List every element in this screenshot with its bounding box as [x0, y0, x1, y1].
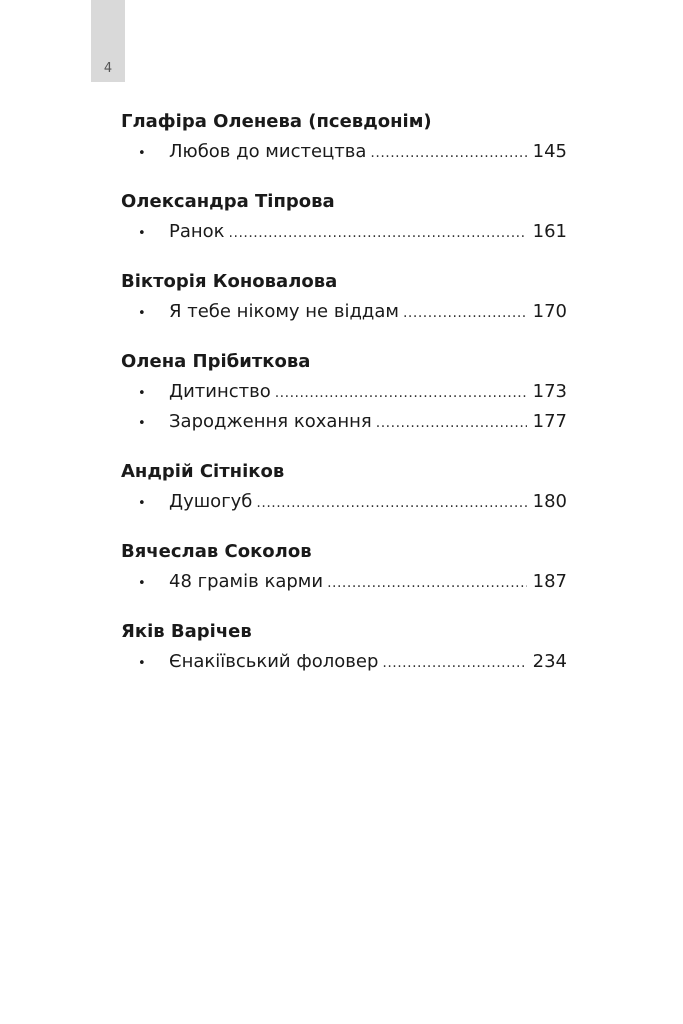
entry-page-number: 161 [532, 221, 567, 242]
entry-page-number: 145 [532, 141, 567, 162]
toc-author-block [121, 347, 567, 437]
dot-leader [376, 408, 527, 438]
toc-entry[interactable] [121, 647, 567, 677]
toc-entry[interactable] [121, 567, 567, 597]
toc-entry[interactable] [121, 217, 567, 247]
author-name: Олена Прібиткова [121, 351, 311, 372]
bullet-icon: • [138, 226, 146, 241]
entry-title: Ранок [169, 221, 225, 242]
entry-page-number: 177 [532, 411, 567, 432]
entry-page-number: 170 [532, 301, 567, 322]
bullet-icon: • [138, 576, 146, 591]
dot-leader [382, 648, 526, 678]
entry-page-number: 187 [532, 571, 567, 592]
entry-page-number: 180 [532, 491, 567, 512]
dot-leader [256, 488, 526, 518]
toc-entry[interactable] [121, 137, 567, 167]
entry-title: Я тебе нікому не віддам [169, 301, 399, 322]
dot-leader [327, 568, 527, 598]
dot-leader [403, 298, 527, 328]
toc-entry[interactable] [121, 297, 567, 327]
entry-title: Дитинство [169, 381, 271, 402]
toc-author-block [121, 617, 567, 677]
toc-entry[interactable] [121, 487, 567, 517]
author-name: Вікторія Коновалова [121, 271, 338, 292]
table-of-contents [121, 107, 567, 697]
entry-page-number: 173 [532, 381, 567, 402]
entry-title: Єнакіївський фоловер [169, 651, 379, 672]
author-name: Глафіра Оленева (псевдонім) [121, 111, 432, 132]
entry-page-number: 234 [532, 651, 567, 672]
toc-author-block [121, 457, 567, 517]
bullet-icon: • [138, 386, 146, 401]
toc-entry[interactable] [121, 407, 567, 437]
entry-title: Зародження кохання [169, 411, 372, 432]
dot-leader [370, 138, 526, 168]
author-name: Андрій Сітніков [121, 461, 285, 482]
entry-title: 48 грамів карми [169, 571, 324, 592]
toc-author-block [121, 187, 567, 247]
author-name: Олександра Тіпрова [121, 191, 335, 212]
page-number-tab [91, 0, 125, 82]
toc-entry[interactable] [121, 377, 567, 407]
entry-title: Душогуб [169, 491, 253, 512]
entry-title: Любов до мистецтва [169, 141, 367, 162]
dot-leader [229, 218, 527, 248]
toc-author-block [121, 537, 567, 597]
bullet-icon: • [138, 306, 146, 321]
toc-author-block [121, 267, 567, 327]
author-name: Вячеслав Соколов [121, 541, 312, 562]
bullet-icon: • [138, 496, 146, 511]
bullet-icon: • [138, 656, 146, 671]
toc-author-block [121, 107, 567, 167]
dot-leader [275, 378, 527, 408]
bullet-icon: • [138, 416, 146, 431]
page-number: 4 [103, 61, 113, 76]
author-name: Яків Варічев [121, 621, 252, 642]
bullet-icon: • [138, 146, 146, 161]
